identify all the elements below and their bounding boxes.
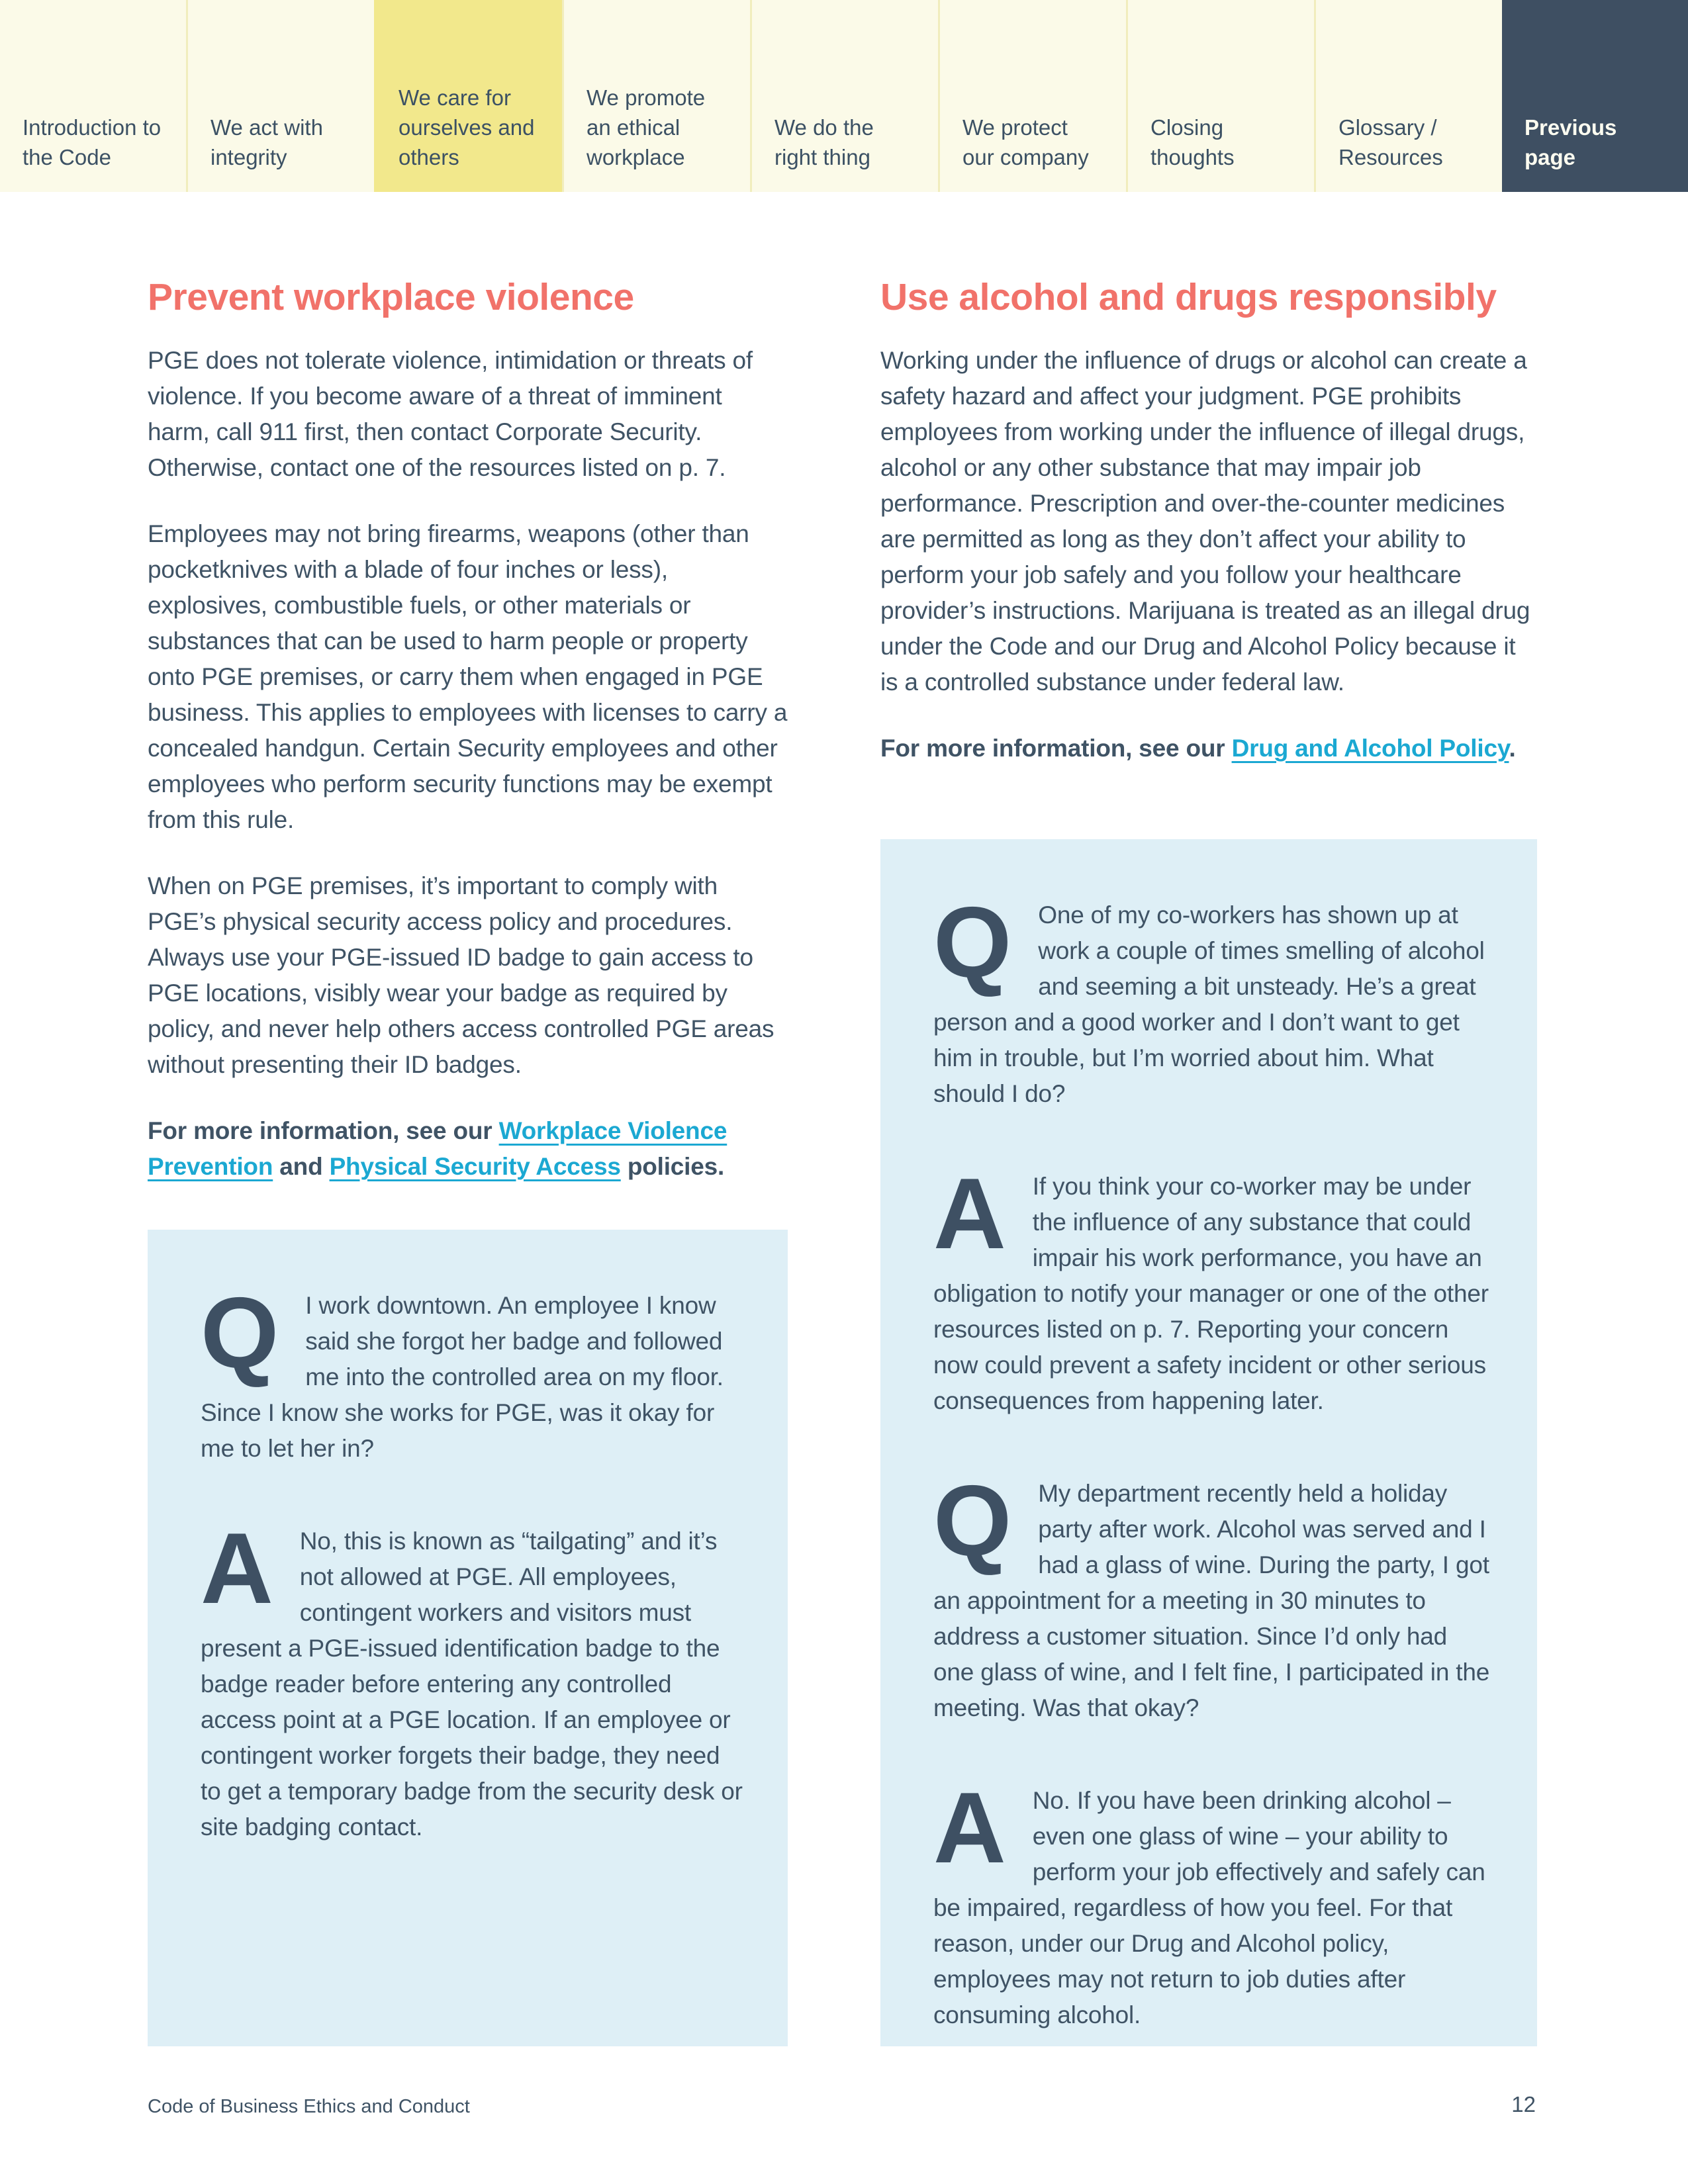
nav-tab-closing-thoughts[interactable]	[1126, 0, 1314, 192]
nav-tab-integrity[interactable]	[186, 0, 374, 192]
question-letter: Q	[201, 1277, 279, 1389]
paragraph: When on PGE premises, it’s important to comply with PGE’s physical security access policy and procedures. Always use your PGE-issued ID badge to gain access to PGE locations, visibly wear your badge as required by policy, and never help others access controlled PGE areas without presenting their ID badges.	[148, 872, 774, 1078]
question-item	[201, 1277, 744, 1467]
answer-item	[201, 1512, 744, 1845]
more-info-text: policies.	[620, 1153, 725, 1180]
left-column	[148, 277, 788, 1185]
question-item	[933, 886, 1493, 1112]
nav-tab-previous-page[interactable]	[1502, 0, 1688, 192]
nav-tab-label: We promote an ethical workplace	[586, 85, 706, 169]
question-text: One of my co-workers has shown up at work a couple of times smelling of alcohol and seeming a bit unsteady. He’s a great person and a good worker and I don’t want to get him in trouble, but I’m worried about him. What should I do?	[933, 901, 1485, 1107]
qa-box-alcohol	[880, 839, 1537, 2046]
answer-text: If you think your co-worker may be under the influence of any substance that could impair his work performance, you have an obligation to notify your manager or one of the other resources listed on p. 7. Reporting your concern now could prevent a safety incident or other serious consequences from happening later.	[933, 1173, 1489, 1414]
paragraph: Working under the influence of drugs or alcohol can create a safety hazard and affect your judgment. PGE prohibits employees from working under the influence of illegal drugs, alcohol or any other substance that may impair job performance. Prescription and over-the-counter medicines are permitted as long as they don’t affect your ability to perform your job safely and you follow your healthcare provider’s instructions. Marijuana is treated as an illegal drug under the Code and our Drug and Alcohol Policy because it is a controlled substance under federal law.	[880, 347, 1530, 696]
nav-tab-introduction[interactable]	[0, 0, 186, 192]
workplace-violence-prevention-link[interactable]: Workplace Violence Prevention	[148, 1117, 727, 1180]
nav-tab-label: Previous page	[1524, 115, 1617, 169]
nav-tab-label: Introduction to the Code	[23, 115, 162, 169]
physical-security-access-link[interactable]: Physical Security Access	[329, 1153, 621, 1180]
question-letter: Q	[933, 886, 1012, 999]
footer-document-title: Code of Business Ethics and Conduct	[148, 2096, 470, 2117]
section-title-prevent-workplace-violence: Prevent workplace violence	[148, 276, 634, 318]
section-title-alcohol-drugs: Use alcohol and drugs responsibly	[880, 276, 1497, 318]
top-navigation	[0, 0, 1688, 192]
answer-letter: A	[933, 1772, 1006, 1884]
nav-tab-right-thing[interactable]	[750, 0, 938, 192]
footer-page-number: 12	[1511, 2092, 1536, 2116]
paragraph: Employees may not bring firearms, weapons (other than pocketknives with a blade of four inches or less), explosives, combustible fuels, or other materials or substances that can be used to harm people or property onto PGE premises, or carry them when engaged in PGE business. This applies to employees with licenses to carry a concealed handgun. Certain Security employees and other employees who perform security functions may be exempt from this rule.	[148, 520, 788, 833]
answer-item	[933, 1158, 1493, 1419]
question-text: I work downtown. An employee I know said she forgot her badge and followed me into the controlled area on my floor. Since I know she works for PGE, was it okay for me to let her in?	[201, 1292, 724, 1462]
nav-tab-ethical-workplace[interactable]	[562, 0, 750, 192]
question-text: My department recently held a holiday party after work. Alcohol was served and I had a glass of wine. During the party, I got an appointment for a meeting in 30 minutes to address a customer situation. Since I’d only had one glass of wine, and I felt fine, I participated in the meeting. Was that okay?	[933, 1480, 1490, 1721]
more-info-line	[880, 731, 1537, 766]
more-info-text: For more information, see our	[880, 735, 1232, 762]
more-info-line	[148, 1113, 788, 1185]
qa-box-badging	[148, 1230, 788, 2046]
nav-tab-label: We protect our company	[962, 115, 1089, 169]
answer-item	[933, 1772, 1493, 2033]
more-info-text: and	[273, 1153, 330, 1180]
question-letter: Q	[933, 1465, 1012, 1577]
answer-letter: A	[933, 1158, 1006, 1270]
nav-tab-protect-company[interactable]	[938, 0, 1126, 192]
right-column	[880, 277, 1537, 766]
more-info-text: .	[1509, 735, 1516, 762]
nav-tab-label: Glossary / Resources	[1338, 115, 1443, 169]
question-item	[933, 1465, 1493, 1726]
answer-text: No, this is known as “tailgating” and it’s not allowed at PGE. All employees, contingent workers and visitors must present a PGE-issued identification badge to the badge reader before entering any controlled access point at a PGE location. If an employee or contingent worker forgets their badge, they need to get a temporary badge from the security desk or site badging contact.	[201, 1527, 743, 1841]
nav-tab-label: We do the right thing	[774, 115, 874, 169]
nav-tab-care-ourselves-others[interactable]	[374, 0, 562, 192]
answer-letter: A	[201, 1512, 273, 1625]
nav-tab-glossary-resources[interactable]	[1314, 0, 1502, 192]
more-info-text: For more information, see our	[148, 1117, 499, 1144]
answer-text: No. If you have been drinking alcohol – even one glass of wine – your ability to perform your job effectively and safely can be impaired, regardless of how you feel. For that reason, under our Drug and Alcohol policy, employees may not return to job duties after consuming alcohol.	[933, 1787, 1485, 2028]
nav-tab-label: Closing thoughts	[1150, 115, 1235, 169]
nav-tab-label: We act with integrity	[211, 115, 323, 169]
paragraph: PGE does not tolerate violence, intimidation or threats of violence. If you become aware of a threat of imminent harm, call 911 first, then contact Corporate Security. Otherwise, contact one of the resources listed on p. 7.	[148, 347, 753, 481]
nav-tab-label: We care for ourselves and others	[399, 85, 535, 169]
drug-and-alcohol-policy-link[interactable]: Drug and Alcohol Policy	[1231, 735, 1509, 762]
